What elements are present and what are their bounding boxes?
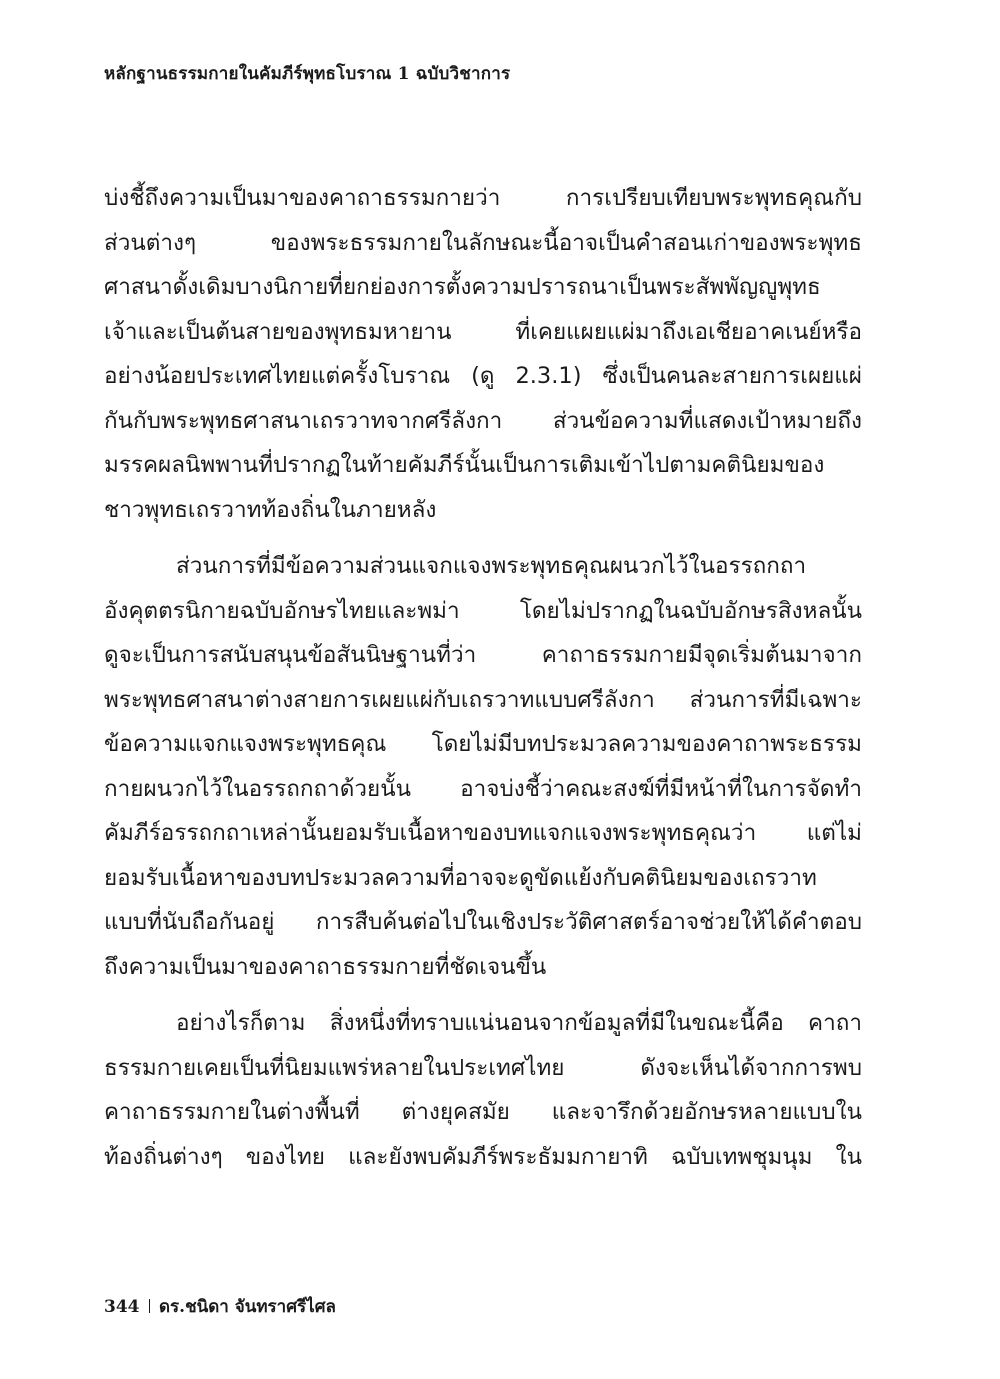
text-line: อย่างไรก็ตาม สิ่งหนึ่งที่ทราบแน่นอนจากข้อมูลที่มีในขณะนี้คือ คาถา: [176, 1010, 862, 1036]
text-line: กายผนวกไว้ในอรรถกถาด้วยนั้น อาจบ่งชี้ว่าคณะสงฆ์ที่มีหน้าที่ในการจัดทำ: [104, 775, 862, 802]
footer-separator: [149, 1299, 151, 1313]
text-line: ศาสนาดั้งเดิมบางนิกายที่ยกย่องการตั้งความปรารถนาเป็นพระสัพพัญญูพุทธ: [104, 274, 821, 300]
author-name: ดร.ชนิดา จันทราศรีไศล: [159, 1297, 336, 1317]
text-line: แบบที่นับถือกันอยู่ การสืบค้นต่อไปในเชิงประวัติศาสตร์อาจช่วยให้ได้คำตอบ: [104, 909, 862, 935]
text-line: พระพุทธศาสนาต่างสายการเผยแผ่กับเถรวาทแบบศรีลังกา ส่วนการที่มีเฉพาะ: [104, 686, 862, 713]
text-line: มรรคผลนิพพานที่ปรากฏในท้ายคัมภีร์นั้นเป็นการเติมเข้าไปตามคตินิยมของ: [104, 452, 825, 478]
text-line: ส่วนต่างๆ ของพระธรรมกายในลักษณะนี้อาจเป็นคำสอนเก่าของพระพุทธ: [104, 229, 862, 256]
text-line: บ่งชี้ถึงความเป็นมาของคาถาธรรมกายว่า การเปรียบเทียบพระพุทธคุณกับ: [104, 185, 862, 211]
running-header: หลักฐานธรรมกายในคัมภีร์พุทธโบราณ 1 ฉบับวิชาการ: [104, 64, 511, 84]
text-line: อังคุตตรนิกายฉบับอักษรไทยและพม่า โดยไม่ปรากฏในฉบับอักษรสิงหลนั้น: [104, 597, 862, 624]
body-text: [104, 176, 862, 1179]
text-line: ดูจะเป็นการสนับสนุนข้อสันนิษฐานที่ว่า คาถาธรรมกายมีจุดเริ่มต้นมาจาก: [104, 642, 862, 668]
text-line: ชาวพุทธเถรวาทท้องถิ่นในภายหลัง: [104, 496, 437, 523]
text-line: เจ้าและเป็นต้นสายของพุทธมหายาน ที่เคยแผยแผ่มาถึงเอเชียอาคเนย์หรือ: [104, 318, 862, 345]
text-line: ท้องถิ่นต่างๆ ของไทย และยังพบคัมภีร์พระธัมมกายาทิ ฉบับเทพชุมนุม ใน: [104, 1143, 862, 1170]
text-line: ถึงความเป็นมาของคาถาธรรมกายที่ชัดเจนขึ้น: [104, 953, 547, 980]
text-line: คัมภีร์อรรถกถาเหล่านั้นยอมรับเนื้อหาของบทแจกแจงพระพุทธคุณว่า แต่ไม่: [104, 820, 862, 846]
paragraph-3: [104, 1001, 862, 1179]
text-line: ส่วนการที่มีข้อความส่วนแจกแจงพระพุทธคุณผนวกไว้ในอรรถกถา: [176, 553, 807, 579]
text-line: อย่างน้อยประเทศไทยแต่ครั้งโบราณ (ดู 2.3.1) ซึ่งเป็นคนละสายการเผยแผ่: [104, 363, 862, 389]
text-line: คาถาธรรมกายในต่างพื้นที่ ต่างยุคสมัย และจารึกด้วยอักษรหลายแบบใน: [104, 1099, 862, 1125]
text-line: ยอมรับเนื้อหาของบทประมวลความที่อาจจะดูขัดแย้งกับคตินิยมของเถรวาท: [104, 864, 817, 891]
page-footer: [104, 1293, 336, 1320]
text-line: ธรรมกายเคยเป็นที่นิยมแพร่หลายในประเทศไทย ดังจะเห็นได้จากการพบ: [104, 1054, 862, 1081]
paragraph-1: [104, 176, 862, 532]
paragraph-2: [104, 544, 862, 989]
text-line: กันกับพระพุทธศาสนาเถรวาทจากศรีลังกา ส่วนข้อความที่แสดงเป้าหมายถึง: [104, 407, 862, 434]
page-number: 344: [104, 1297, 140, 1317]
text-line: ข้อความแจกแจงพระพุทธคุณ โดยไม่มีบทประมวลความของคาถาพระธรรม: [104, 731, 862, 757]
